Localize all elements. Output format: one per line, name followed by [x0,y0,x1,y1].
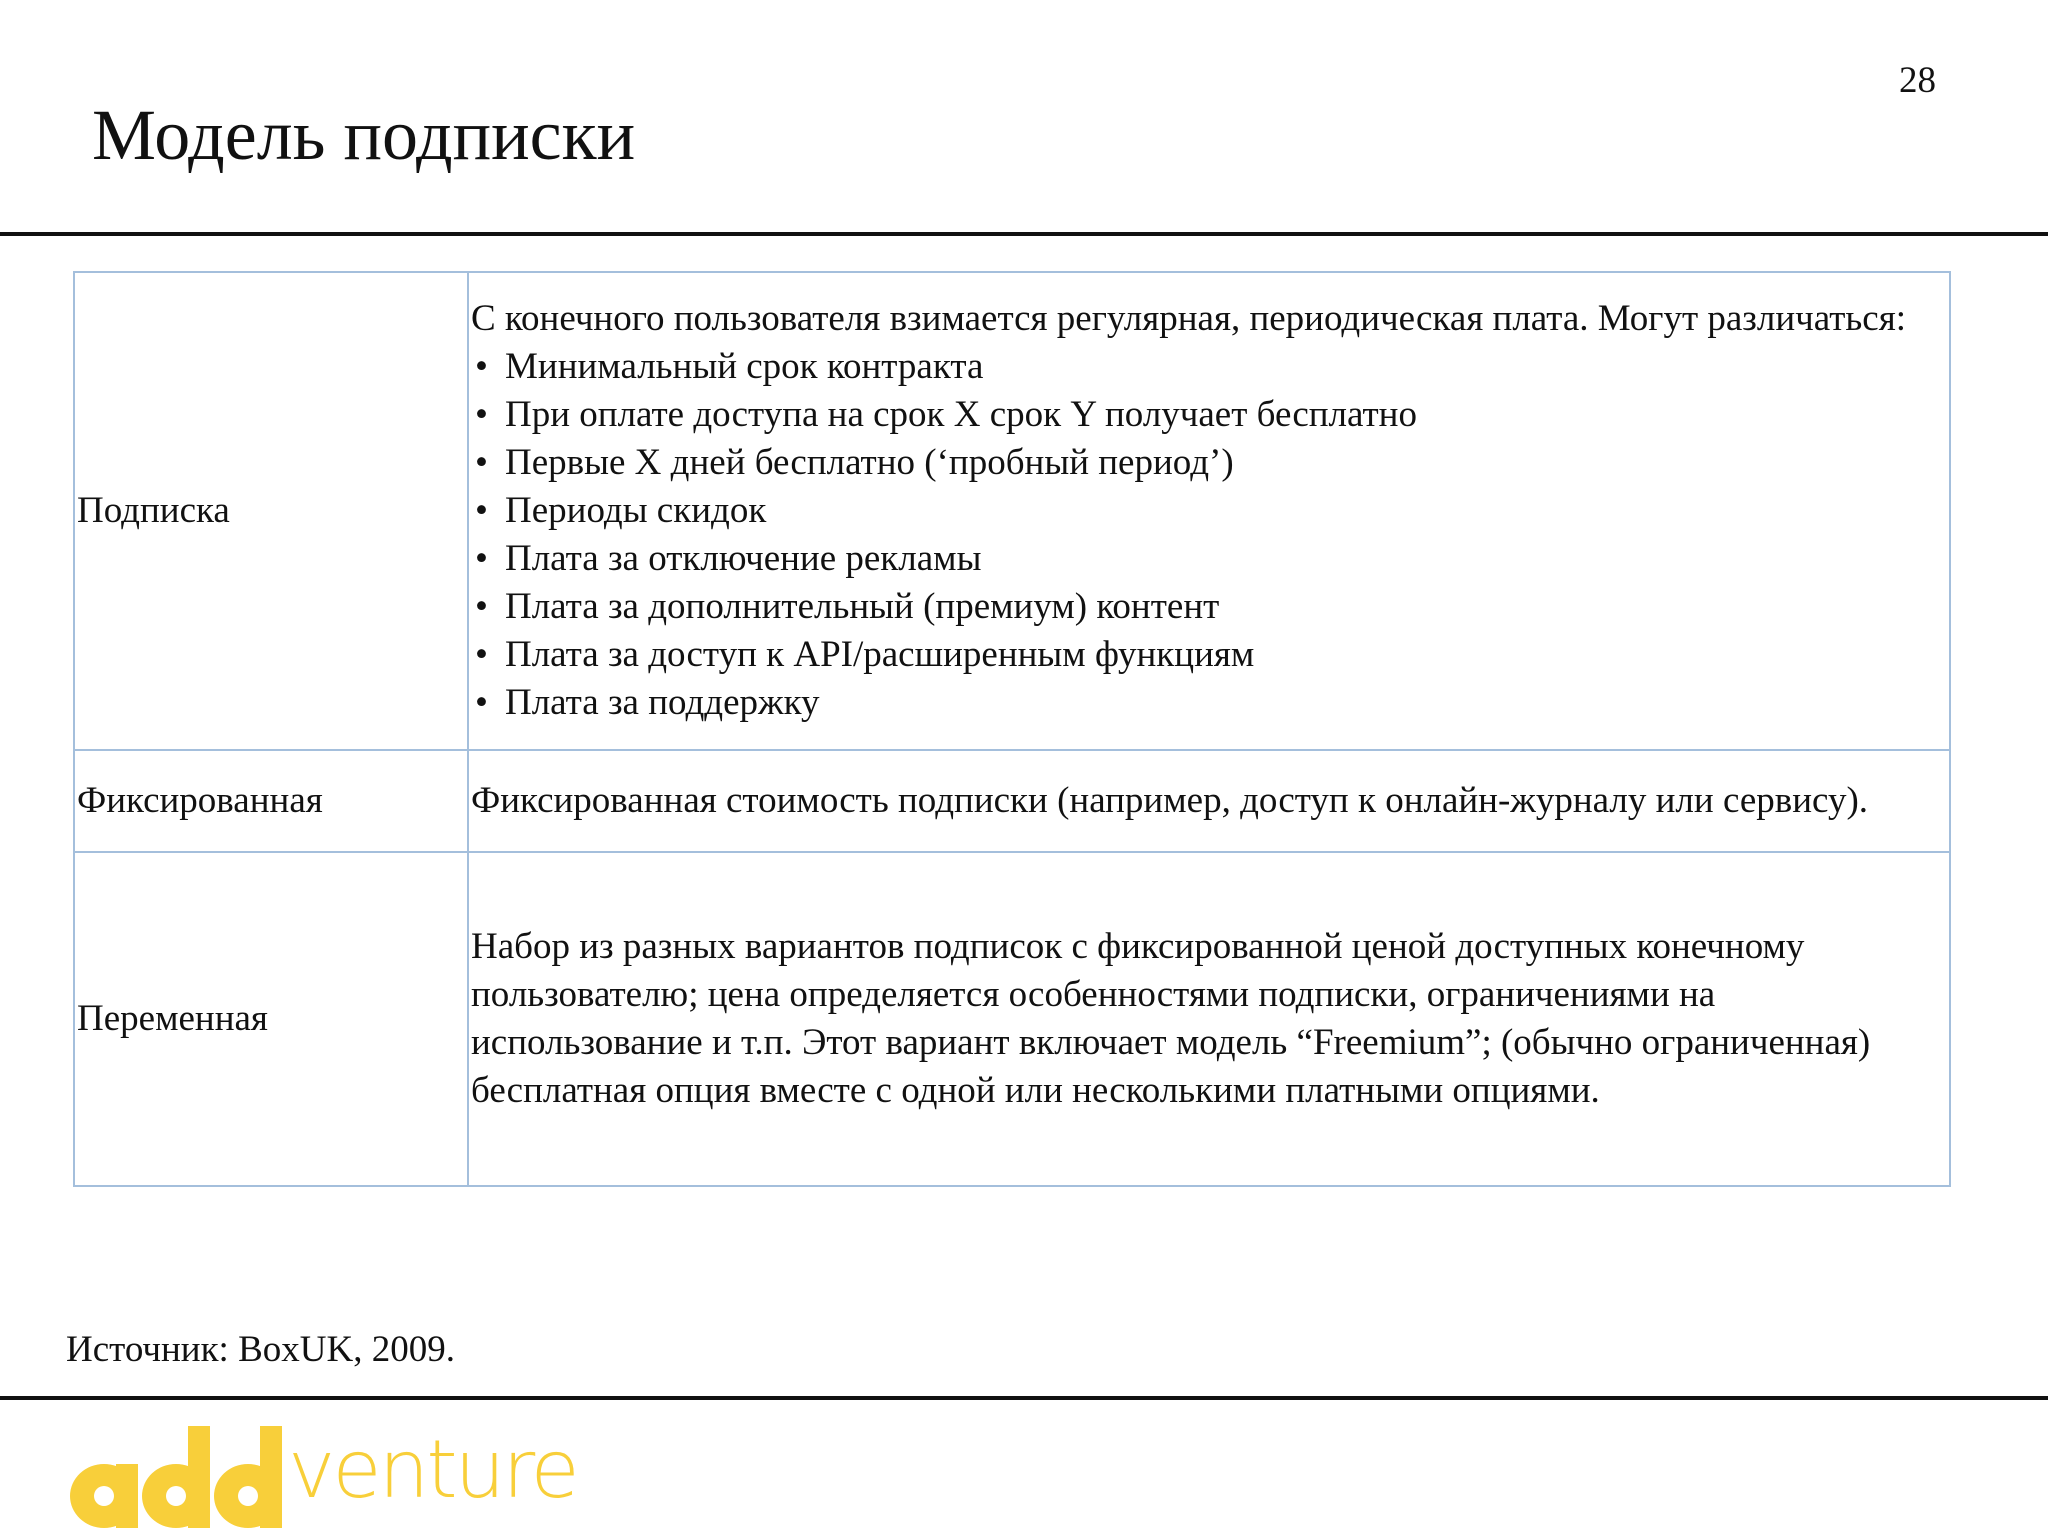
slide-title: Модель подписки [92,95,636,175]
row-label-subscription: Подписка [74,272,468,750]
list-item: • Минимальный срок контракта [471,343,1949,391]
add-venture-logo [66,1422,586,1532]
source-citation: Источник: BoxUK, 2009. [66,1329,455,1370]
page-number: 28 [1899,60,1936,101]
row-label-fixed: Фиксированная [74,750,468,852]
variation-list [471,343,1949,727]
list-item: • Первые X дней бесплатно (‘пробный период’) [471,439,1949,487]
footer-divider [0,1396,2048,1400]
table-row [74,852,1950,1186]
venture-wordmark: venture [288,1423,577,1516]
list-item: • Плата за отключение рекламы [471,535,1949,583]
row-description-variable: Набор из разных вариантов подписок с фиксированной ценой доступных конечному пользователю; цена определяется особенностями подписки, ограничениями на использование и т.п. Этот вариант включает модель “Freemium”; (обычно ограниченная) бесплатная опция вместе с одной или несколькими платными опциями. [468,852,1950,1186]
subscription-models-table [73,271,1951,1187]
list-item: • Периоды скидок [471,487,1949,535]
table-row [74,750,1950,852]
title-divider [0,232,2048,236]
list-item: • Плата за поддержку [471,679,1949,727]
description-intro: С конечного пользователя взимается регулярная, периодическая плата. Могут различаться: [471,298,1907,339]
list-item: • При оплате доступа на срок X срок Y получает бесплатно [471,391,1949,439]
add-logo-mark [66,1422,286,1532]
list-item: • Плата за дополнительный (премиум) контент [471,583,1949,631]
table-row [74,272,1950,750]
list-item: • Плата за доступ к API/расширенным функциям [471,631,1949,679]
row-description-fixed: Фиксированная стоимость подписки (например, доступ к онлайн-журналу или сервису). [468,750,1950,852]
row-label-variable: Переменная [74,852,468,1186]
row-description-subscription [468,272,1950,750]
